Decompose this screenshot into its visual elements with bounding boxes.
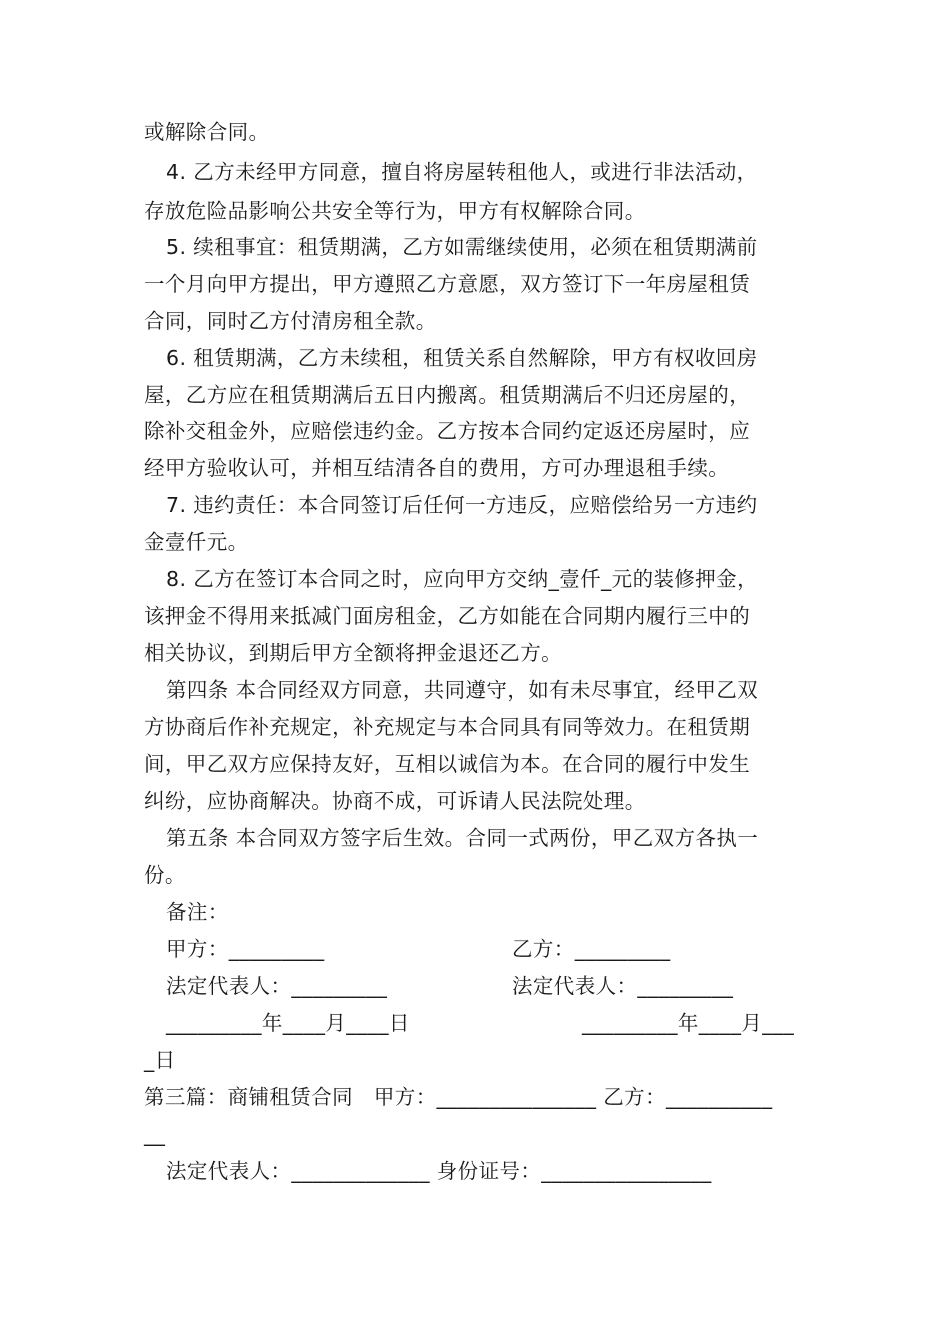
rep-a-field: 法定代表人：_________ — [166, 974, 388, 998]
paragraph-line: 金壹仟元。 — [144, 530, 249, 554]
date-a-field: _________年____月____日 — [166, 1011, 410, 1035]
party-a-field: 甲方：_________ — [166, 937, 325, 961]
paragraph-line: 4. 乙方未经甲方同意，擅自将房屋转租他人，或进行非法活动， — [166, 160, 758, 184]
paragraph-line: 相关协议，到期后甲方全额将押金退还乙方。 — [144, 641, 562, 665]
paragraph-line: 一个月向甲方提出，甲方遵照乙方意愿，双方签订下一年房屋租赁 — [144, 272, 751, 296]
section-three-rep-line: 法定代表人：_____________ 身份证号：________________ — [166, 1159, 712, 1183]
section-three-title: 第三篇：商铺租赁合同 甲方：_______________ 乙方：__________ — [144, 1085, 773, 1109]
paragraph-line: 纠纷，应协商解决。协商不成，可诉请人民法院处理。 — [144, 789, 646, 813]
paragraph-line: 经甲方验收认可，并相互结清各自的费用，方可办理退租手续。 — [144, 456, 730, 480]
paragraph-line: 该押金不得用来抵减门面房租金，乙方如能在合同期内履行三中的 — [144, 604, 751, 628]
paragraph-line: 第四条 本合同经双方同意，共同遵守，如有未尽事宜，经甲乙双 — [166, 678, 759, 702]
paragraph-line: 8. 乙方在签订本合同之时，应向甲方交纳_壹仟_元的装修押金， — [166, 567, 758, 591]
remarks-label: 备注： — [166, 900, 229, 924]
date-b-field: _________年____月___ — [582, 1011, 795, 1035]
paragraph-line: 合同，同时乙方付清房租全款。 — [144, 309, 437, 333]
paragraph-line: 或解除合同。 — [144, 120, 270, 144]
paragraph-line: 除补交租金外，应赔偿违约金。乙方按本合同约定返还房屋时，应 — [144, 419, 751, 443]
section-three-title-tail: __ — [144, 1122, 166, 1146]
date-b-tail: _日 — [144, 1048, 176, 1072]
paragraph-line: 间，甲乙双方应保持友好，互相以诚信为本。在合同的履行中发生 — [144, 752, 751, 776]
paragraph-line: 6. 租赁期满，乙方未续租，租赁关系自然解除，甲方有权收回房 — [166, 346, 758, 370]
paragraph-line: 屋，乙方应在租赁期满后五日内搬离。租赁期满后不归还房屋的， — [144, 383, 751, 407]
paragraph-line: 存放危险品影响公共安全等行为，甲方有权解除合同。 — [144, 199, 646, 223]
paragraph-line: 5. 续租事宜：租赁期满，乙方如需继续使用，必须在租赁期满前 — [166, 235, 758, 259]
paragraph-line: 方协商后作补充规定，补充规定与本合同具有同等效力。在租赁期 — [144, 715, 751, 739]
party-b-field: 乙方：_________ — [512, 937, 671, 961]
paragraph-line: 份。 — [144, 863, 186, 887]
paragraph-line: 第五条 本合同双方签字后生效。合同一式两份，甲乙双方各执一 — [166, 826, 759, 850]
paragraph-line: 7. 违约责任：本合同签订后任何一方违反，应赔偿给另一方违约 — [166, 493, 758, 517]
rep-b-field: 法定代表人：_________ — [512, 974, 734, 998]
